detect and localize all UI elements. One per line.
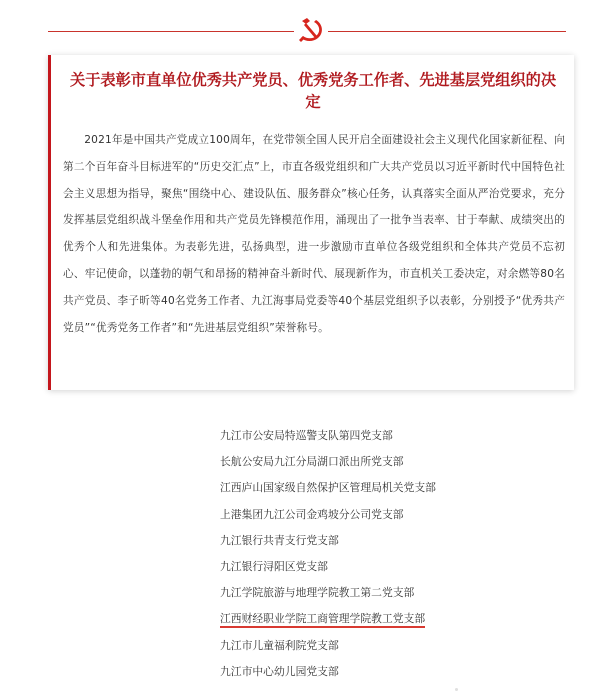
list-item [220,557,550,583]
list-item [220,452,550,478]
header-divider-right [328,31,566,32]
list-item [220,583,550,609]
list-item-label: 九江市中心幼儿园党支部 [220,664,339,678]
list-item [220,426,550,452]
list-item [220,636,550,662]
list-item-label: 江西庐山国家级自然保护区管理局机关党支部 [220,481,436,495]
list-item [220,505,550,531]
page-title: 关于表彰市直单位优秀共产党员、优秀党务工作者、先进基层党组织的决定 [70,71,556,111]
article-body: 2021年是中国共产党成立100周年，在党带领全国人民开启全面建设社会主义现代化国家新征程、向第二个百年奋斗目标进军的“历史交汇点”上，市直各级党组织和广大共产党员以习近平新时代中国特色社会主义思想为指导，聚焦“围绕中心、建设队伍、服务群众”核心任务，认真落实全面从严治党要求，充分发挥基层党组织战斗堡垒作用和共产党员先锋模范作用，涌现出了一批争当表率、甘于奉献、成绩突出的优秀个人和先进集体。为表彰先进，弘扬典型，进一步激励市直单位各级党组织和全体共产党员不忘初心、牢记使命，以蓬勃的朝气和昂扬的精神奋斗新时代、展现新作为，市直机关工委决定，对余燃等80名共产党员、李子昕等40名党务工作者、九江海事局党委等40个基层党组织予以表彰，分别授予“优秀共产党员”“优秀党务工作者”和“先进基层党组织”荣誉称号。 [63,134,565,334]
list-item-label: 长航公安局九江分局湖口派出所党支部 [220,455,404,469]
list-item [220,662,550,688]
decorative-dot [455,688,458,691]
list-item-label: 九江市儿童福利院党支部 [220,638,339,652]
header-divider-left [48,31,294,32]
list-item-label: 上港集团九江公司金鸡坡分公司党支部 [220,507,404,521]
organization-list [220,426,550,688]
list-item [220,478,550,504]
list-item-highlighted [220,609,550,635]
list-item-label: 九江市公安局特巡警支队第四党支部 [220,429,393,442]
hammer-sickle-icon [296,17,326,43]
list-item-label: 九江银行浔阳区党支部 [220,559,328,573]
list-item-label: 九江学院旅游与地理学院教工第二党支部 [220,586,415,600]
list-item-label: 九江银行共青支行党支部 [220,533,339,547]
list-item [220,531,550,557]
list-item-label: 江西财经职业学院工商管理学院教工党支部 [220,612,425,628]
announcement-card [48,55,574,390]
